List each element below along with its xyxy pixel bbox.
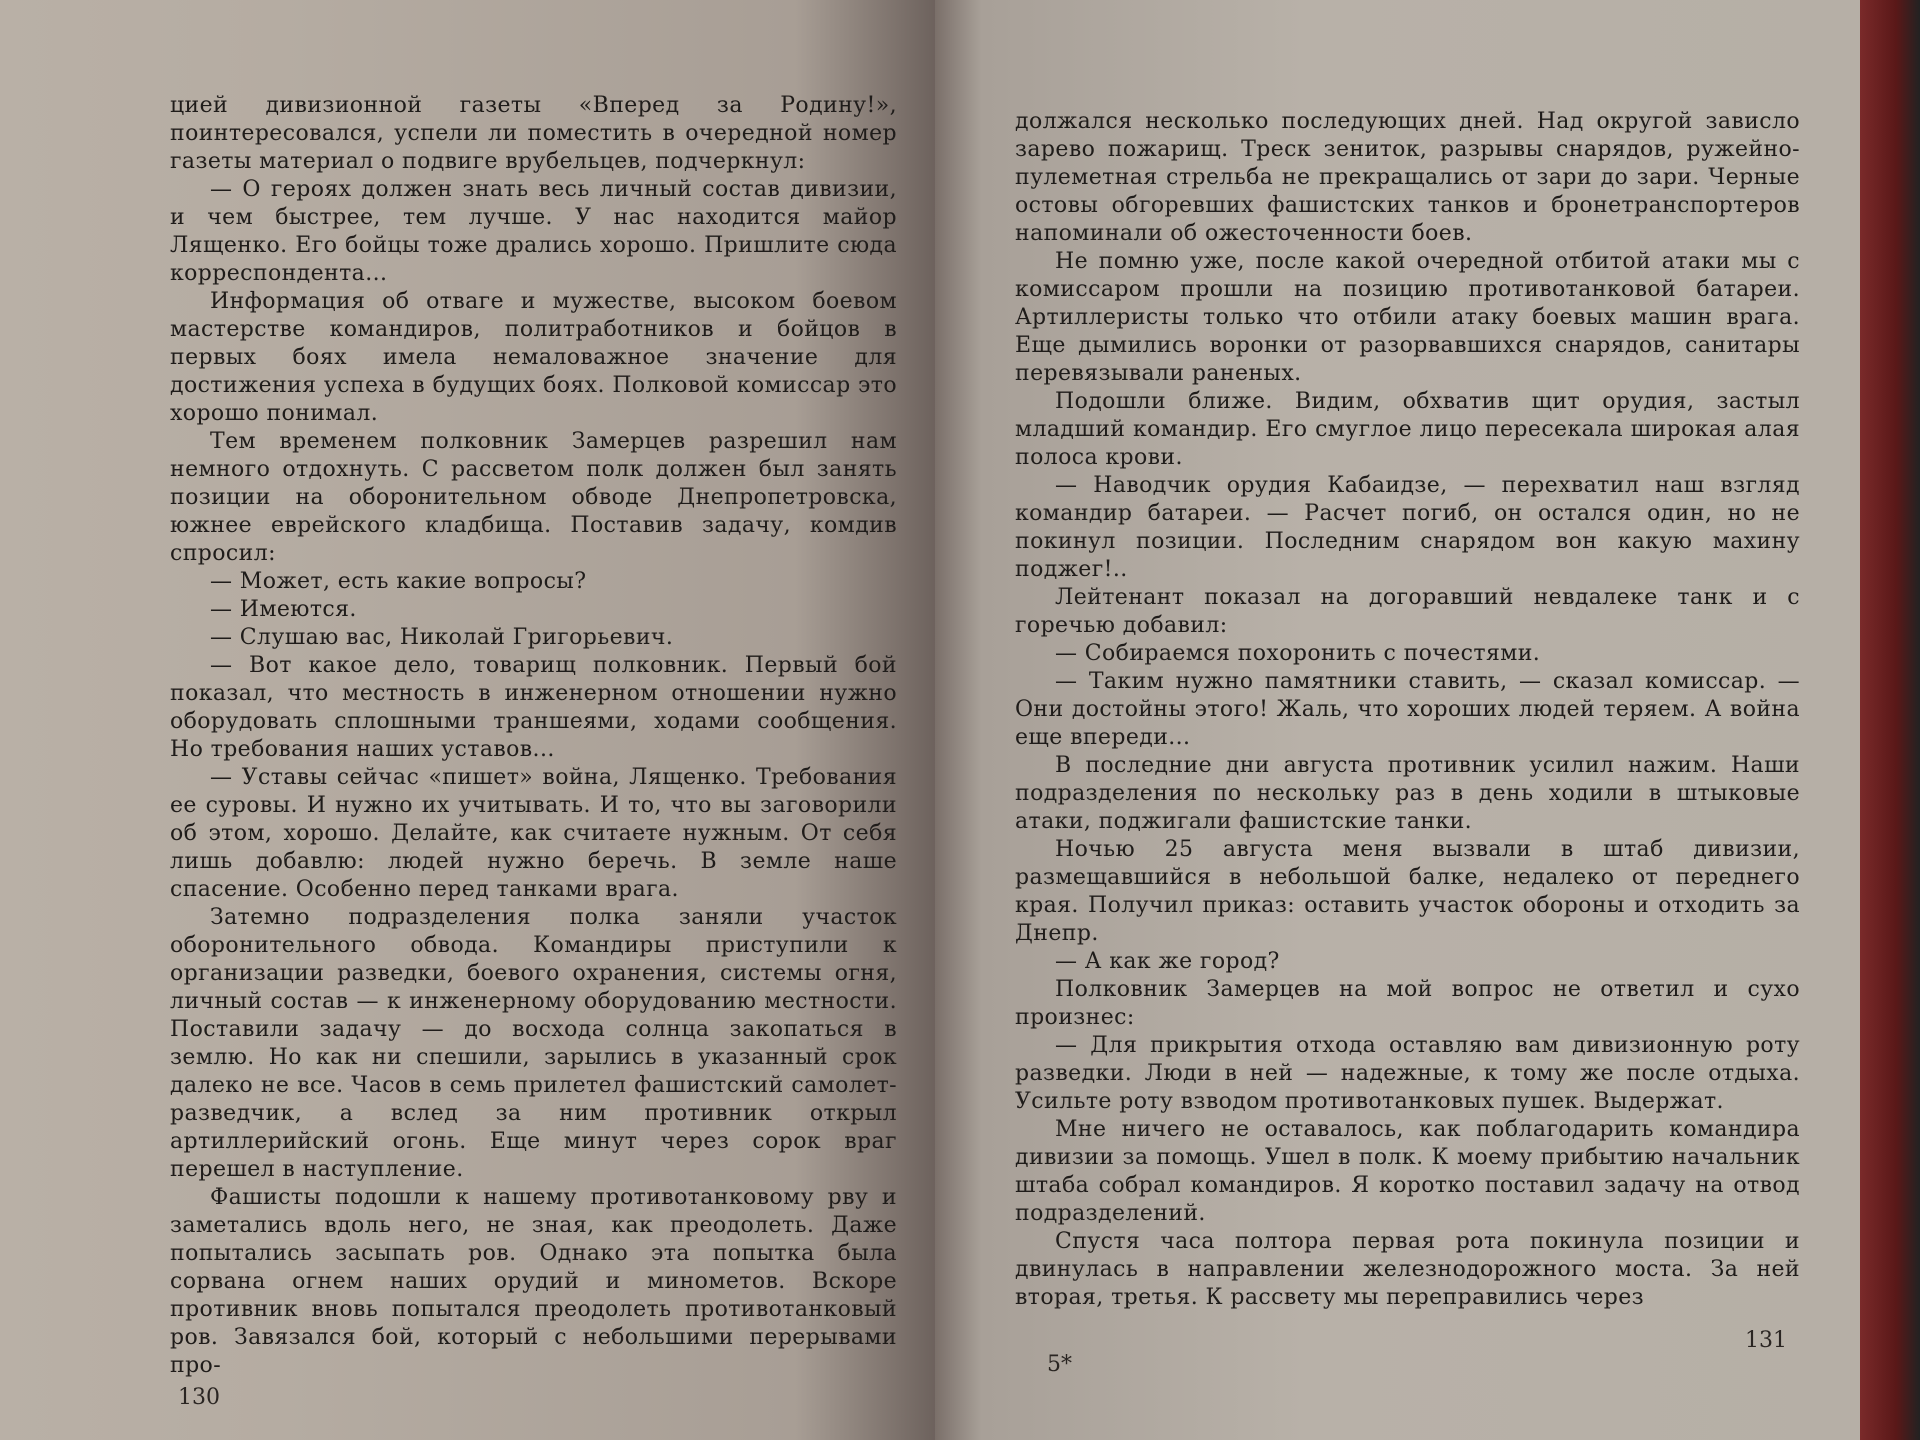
paragraph: — Для прикрытия отхода оставляю вам дивизионную роту разведки. Люди в ней — надежные, к тому же после отдыха. Усильте роту взводом противотанковых пушек. Выдержат. <box>1015 1033 1800 1114</box>
paragraph: — А как же город? <box>1055 949 1280 974</box>
paragraph: Мне ничего не оставалось, как поблагодарить командира дивизии за помощь. Ушел в полк. К моему прибытию начальник штаба собрал командиров. Я коротко поставил задачу на отвод подразделений. <box>1015 1117 1800 1226</box>
paragraph: Фашисты подошли к нашему противотанковому рву и заметались вдоль него, не зная, как преодолеть. Даже попытались засыпать ров. Однако эта попытка была сорвана огнем наших орудий и минометов. Вскоре противник вновь попытался преодолеть противотанковый ров. Завязался бой, который с небольшими перерывами про- <box>170 1185 897 1378</box>
paragraph: Затемно подразделения полка заняли участок оборонительного обвода. Командиры приступили к организации разведки, боевого охранения, системы огня, личный состав — к инженерному оборудованию местности. Поставили задачу — до восхода солнца закопаться в землю. Но как ни спешили, зарылись в указанный срок далеко не все. Часов в семь прилетел фашистский самолет-разведчик, а вслед за ним противник открыл артиллерийский огонь. Еще минут через сорок враг перешел в наступление. <box>170 905 897 1182</box>
paragraph: — Собираемся похоронить с почестями. <box>1055 641 1541 666</box>
book-cover-edge <box>1860 0 1920 1440</box>
paragraph: — Уставы сейчас «пишет» война, Лященко. Требования ее суровы. И нужно их учитывать. И то, что вы заговорили об этом, хорошо. Делайте, как считаете нужным. От себя лишь добавлю: людей нужно беречь. В земле наше спасение. Особенно перед танками врага. <box>170 765 897 902</box>
left-page-text <box>170 92 897 1380</box>
right-page <box>935 0 1860 1440</box>
paragraph: должался несколько последующих дней. Над округой зависло зарево пожарищ. Треск зениток, разрывы снарядов, ружейно-пулеметная стрельба не прекращались от зари до зари. Черные остовы обгоревших фашистских танков и бронетранспортеров напоминали об ожесточенности боев. <box>1015 109 1800 246</box>
right-page-text <box>1015 108 1800 1312</box>
paragraph: — Может, есть какие вопросы? <box>210 569 587 594</box>
paragraph: — Наводчик орудия Кабаидзе, — перехватил наш взгляд командир батареи. — Расчет погиб, он остался один, но не покинул позиции. Последним снарядом вон какую махину поджег!.. <box>1015 473 1800 582</box>
paragraph: Информация об отваге и мужестве, высоком боевом мастерстве командиров, политработников и бойцов в первых боях имела немаловажное значение для достижения успеха в будущих боях. Полковой комиссар это хорошо понимал. <box>170 289 897 426</box>
left-page-number: 130 <box>178 1385 220 1410</box>
signature-mark: 5* <box>1047 1352 1072 1377</box>
paragraph: — О героях должен знать весь личный состав дивизии, и чем быстрее, тем лучше. У нас находится майор Лященко. Его бойцы тоже дрались хорошо. Пришлите сюда корреспондента... <box>170 177 897 286</box>
paragraph: — Имеются. <box>210 597 357 622</box>
paragraph: — Слушаю вас, Николай Григорьевич. <box>210 625 674 650</box>
paragraph: Лейтенант показал на догоравший невдалеке танк и с горечью добавил: <box>1015 585 1800 638</box>
paragraph: Ночью 25 августа меня вызвали в штаб дивизии, размещавшийся в небольшой балке, недалеко от переднего края. Получил приказ: оставить участок обороны и отходить за Днепр. <box>1015 837 1800 946</box>
paragraph: Полковник Замерцев на мой вопрос не ответил и сухо произнес: <box>1015 977 1800 1030</box>
paragraph: — Вот какое дело, товарищ полковник. Первый бой показал, что местность в инженерном отношении нужно оборудовать сплошными траншеями, ходами сообщения. Но требования наших уставов... <box>170 653 897 762</box>
paragraph: цией дивизионной газеты «Вперед за Родину!», поинтересовался, успели ли поместить в очередной номер газеты материал о подвиге врубельцев, подчеркнул: <box>170 93 897 174</box>
paragraph: Спустя часа полтора первая рота покинула позиции и двинулась в направлении железнодорожного моста. За ней вторая, третья. К рассвету мы переправились через <box>1015 1229 1800 1310</box>
paragraph: В последние дни августа противник усилил нажим. Наши подразделения по нескольку раз в день ходили в штыковые атаки, поджигали фашистские танки. <box>1015 753 1800 834</box>
paragraph: Не помню уже, после какой очередной отбитой атаки мы с комиссаром прошли на позицию противотанковой батареи. Артиллеристы только что отбили атаку боевых машин врага. Еще дымились воронки от разорвавшихся снарядов, санитары перевязывали раненых. <box>1015 249 1800 386</box>
paragraph: Подошли ближе. Видим, обхватив щит орудия, застыл младший командир. Его смуглое лицо пересекала широкая алая полоса крови. <box>1015 389 1800 470</box>
paragraph: Тем временем полковник Замерцев разрешил нам немного отдохнуть. С рассветом полк должен был занять позиции на оборонительном обводе Днепропетровска, южнее еврейского кладбища. Поставив задачу, комдив спросил: <box>170 429 897 566</box>
paragraph: — Таким нужно памятники ставить, — сказал комиссар. — Они достойны этого! Жаль, что хороших людей теряем. А война еще впереди... <box>1015 669 1800 750</box>
right-page-number: 131 <box>1745 1328 1787 1353</box>
left-page <box>0 0 935 1440</box>
